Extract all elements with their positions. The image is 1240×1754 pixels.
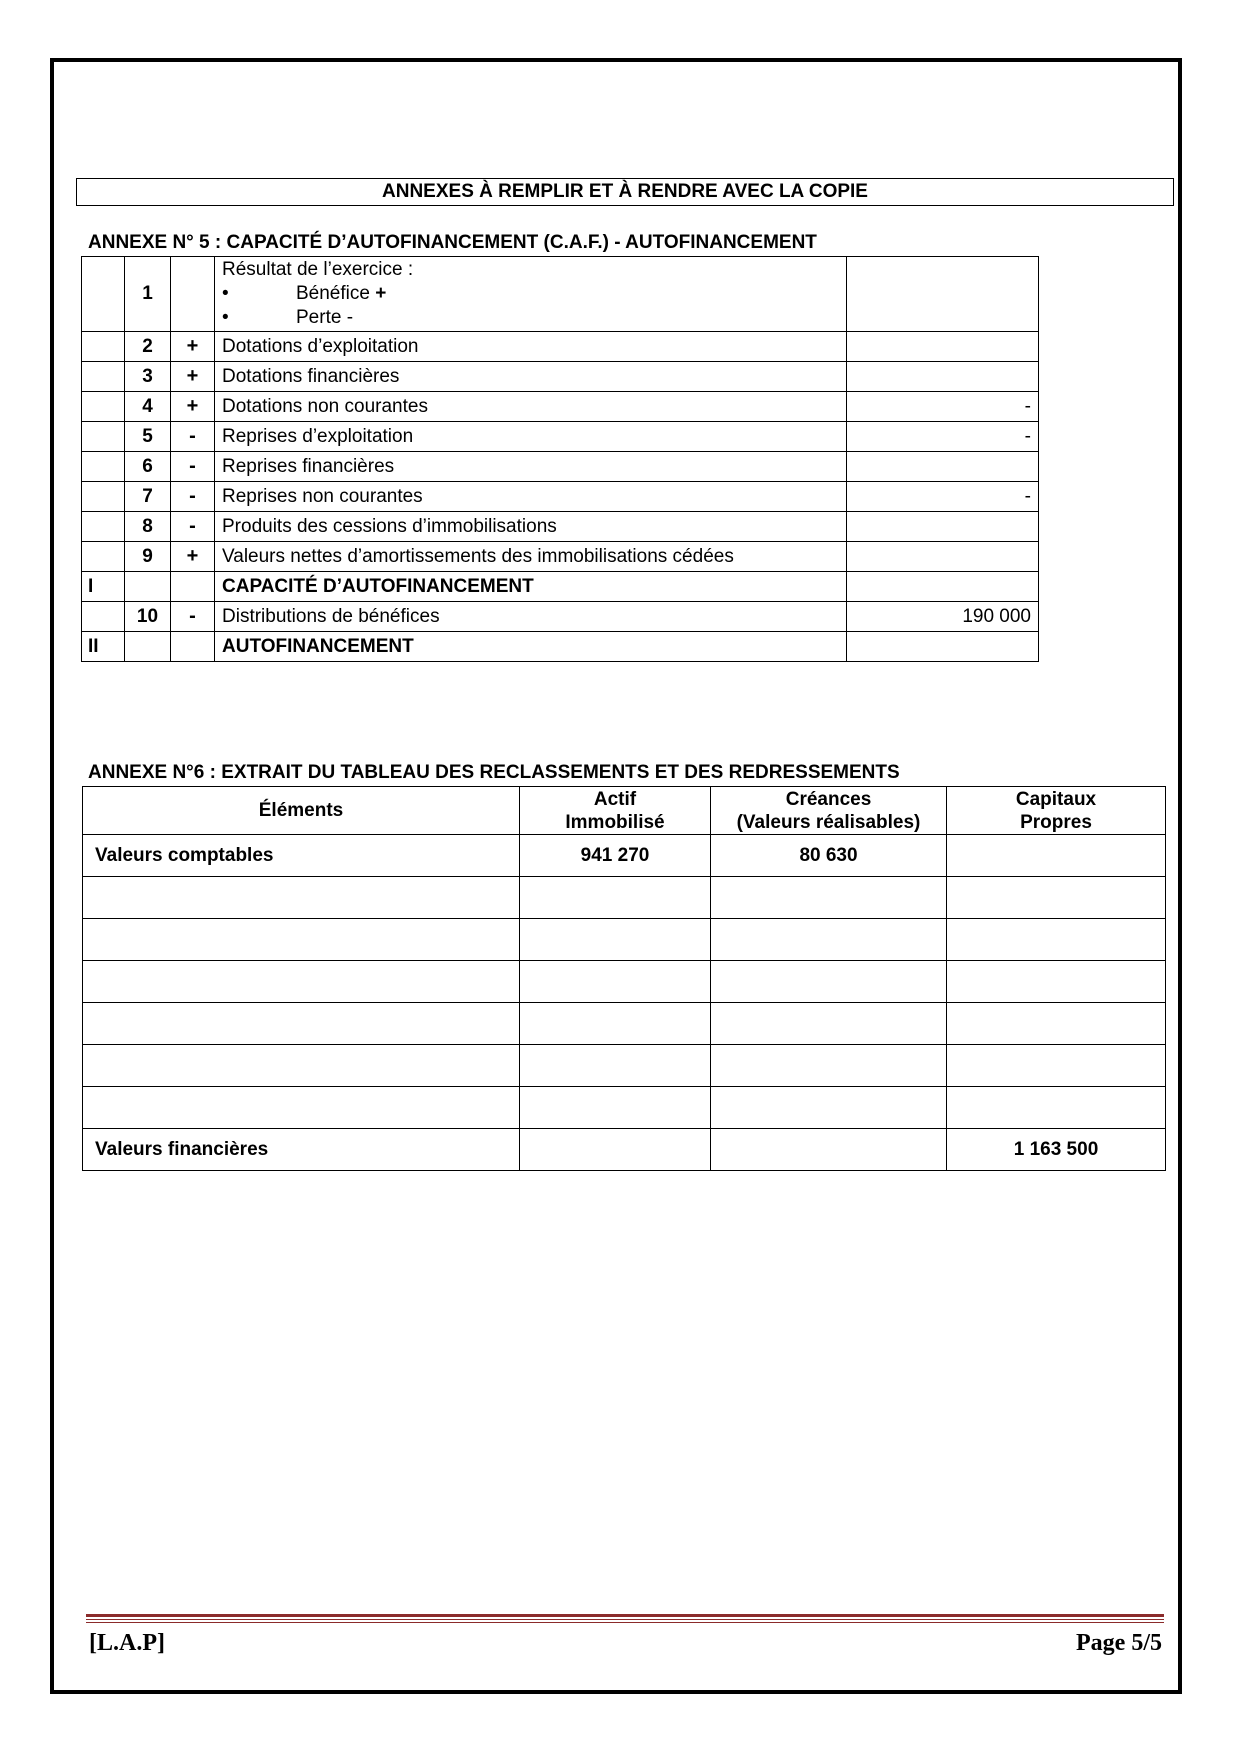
sign-cell: +: [171, 392, 215, 422]
empty-cell[interactable]: [83, 1087, 520, 1129]
benefice-line: [222, 282, 846, 306]
annexes-banner: ANNEXES À REMPLIR ET À RENDRE AVEC LA COPIE: [76, 178, 1174, 206]
row-label: Dotations financières: [215, 362, 847, 392]
table-row: [83, 1129, 1166, 1171]
empty-cell[interactable]: [711, 1003, 947, 1045]
value-cell[interactable]: [847, 512, 1039, 542]
table-row: [82, 392, 1039, 422]
row-number: 4: [125, 392, 171, 422]
value-cell[interactable]: -: [847, 392, 1039, 422]
table-row: [83, 961, 1166, 1003]
empty-cell[interactable]: [711, 1045, 947, 1087]
sign-cell: -: [171, 482, 215, 512]
value-cell[interactable]: 190 000: [847, 602, 1039, 632]
empty-cell[interactable]: [83, 919, 520, 961]
roman-cell: [82, 392, 125, 422]
empty-cell[interactable]: [947, 877, 1166, 919]
row-label: Reprises non courantes: [215, 482, 847, 512]
bullet-icon: •: [222, 283, 229, 304]
footer-left: [L.A.P]: [89, 1630, 165, 1656]
sign-cell: +: [171, 332, 215, 362]
row-label: Produits des cessions d’immobilisations: [215, 512, 847, 542]
sign-cell: +: [171, 362, 215, 392]
table-row: [82, 572, 1039, 602]
table-row: [82, 632, 1039, 662]
row-label: Valeurs nettes d’amortissements des immobilisations cédées: [215, 542, 847, 572]
perte-line: [222, 306, 846, 330]
empty-cell[interactable]: [520, 1003, 711, 1045]
roman-cell: [82, 602, 125, 632]
empty-cell[interactable]: [711, 1087, 947, 1129]
row-label: [215, 257, 847, 332]
empty-cell[interactable]: [711, 877, 947, 919]
empty-cell[interactable]: [947, 1045, 1166, 1087]
value-cell[interactable]: -: [847, 422, 1039, 452]
roman-cell: [82, 257, 125, 332]
empty-cell[interactable]: [711, 919, 947, 961]
header-actif: Actif Immobilisé: [520, 787, 711, 835]
caf-table: [81, 256, 1039, 662]
bullet-icon: •: [222, 307, 229, 328]
table-row: [83, 835, 1166, 877]
roman-cell: [82, 482, 125, 512]
roman-cell: [82, 422, 125, 452]
empty-cell[interactable]: [520, 877, 711, 919]
row-label: Dotations non courantes: [215, 392, 847, 422]
empty-cell[interactable]: [83, 961, 520, 1003]
result-label: Résultat de l’exercice :: [222, 259, 414, 280]
roman-cell: [82, 362, 125, 392]
row-number: 2: [125, 332, 171, 362]
sign-cell: -: [171, 512, 215, 542]
row-label: Dotations d’exploitation: [215, 332, 847, 362]
table-row: [83, 1045, 1166, 1087]
row-number: 6: [125, 452, 171, 482]
row-number: [125, 572, 171, 602]
sign-cell: +: [171, 542, 215, 572]
actif-value[interactable]: [520, 1129, 711, 1171]
valeurs-comptables-label: Valeurs comptables: [83, 835, 520, 877]
actif-value: 941 270: [520, 835, 711, 877]
row-label: Distributions de bénéfices: [215, 602, 847, 632]
row-number: [125, 632, 171, 662]
header-capitaux: Capitaux Propres: [947, 787, 1166, 835]
annexe-6-title: ANNEXE N°6 : EXTRAIT DU TABLEAU DES RECLASSEMENTS ET DES REDRESSEMENTS: [88, 762, 900, 783]
empty-cell[interactable]: [520, 919, 711, 961]
footer-rule: [86, 1614, 1164, 1623]
creances-value: 80 630: [711, 835, 947, 877]
capitaux-value[interactable]: [947, 835, 1166, 877]
roman-cell: [82, 332, 125, 362]
empty-cell[interactable]: [520, 1045, 711, 1087]
row-number: 3: [125, 362, 171, 392]
value-cell[interactable]: [847, 332, 1039, 362]
empty-cell[interactable]: [520, 961, 711, 1003]
value-cell[interactable]: -: [847, 482, 1039, 512]
table-row: [83, 877, 1166, 919]
table-row: [82, 512, 1039, 542]
empty-cell[interactable]: [520, 1087, 711, 1129]
empty-cell[interactable]: [83, 1003, 520, 1045]
value-cell[interactable]: [847, 632, 1039, 662]
sign-cell: -: [171, 452, 215, 482]
annexe-5-title: ANNEXE N° 5 : CAPACITÉ D’AUTOFINANCEMENT (C.A.F.) - AUTOFINANCEMENT: [88, 232, 817, 253]
row-number: 7: [125, 482, 171, 512]
reclassement-table: [82, 786, 1166, 1171]
sign-cell: [171, 632, 215, 662]
table-row: [82, 482, 1039, 512]
sign-cell: [171, 572, 215, 602]
value-cell[interactable]: [847, 572, 1039, 602]
table-row: [83, 1003, 1166, 1045]
row-number: 10: [125, 602, 171, 632]
row-number: 8: [125, 512, 171, 542]
roman-cell: I: [82, 572, 125, 602]
row-number: 1: [125, 257, 171, 332]
empty-cell[interactable]: [947, 961, 1166, 1003]
value-cell[interactable]: [847, 452, 1039, 482]
sign-cell: -: [171, 422, 215, 452]
header-creances: Créances (Valeurs réalisables): [711, 787, 947, 835]
benefice-sign: +: [375, 283, 387, 304]
sign-cell: -: [171, 602, 215, 632]
table-row: [83, 919, 1166, 961]
empty-cell[interactable]: [947, 1087, 1166, 1129]
empty-cell[interactable]: [711, 961, 947, 1003]
row-number: 5: [125, 422, 171, 452]
roman-cell: [82, 452, 125, 482]
row-label: Reprises d’exploitation: [215, 422, 847, 452]
value-cell[interactable]: [847, 542, 1039, 572]
page-number: Page 5/5: [1076, 1630, 1162, 1656]
creances-value[interactable]: [711, 1129, 947, 1171]
roman-cell: [82, 542, 125, 572]
empty-cell[interactable]: [947, 919, 1166, 961]
row-label: AUTOFINANCEMENT: [215, 632, 847, 662]
table-row: [82, 452, 1039, 482]
empty-cell[interactable]: [83, 1045, 520, 1087]
perte-label: Perte -: [296, 307, 354, 328]
empty-cell[interactable]: [947, 1003, 1166, 1045]
table-row: [83, 1087, 1166, 1129]
valeurs-financieres-label: Valeurs financières: [83, 1129, 520, 1171]
capitaux-value[interactable]: 1 163 500: [947, 1129, 1166, 1171]
table-row: [82, 602, 1039, 632]
table-row: [82, 542, 1039, 572]
header-elements: Éléments: [83, 787, 520, 835]
header-row: [83, 787, 1166, 835]
benefice-label: Bénéfice: [296, 283, 370, 304]
row-number: 9: [125, 542, 171, 572]
value-cell[interactable]: [847, 257, 1039, 332]
table-row: [82, 332, 1039, 362]
roman-cell: II: [82, 632, 125, 662]
row-label: CAPACITÉ D’AUTOFINANCEMENT: [215, 572, 847, 602]
empty-cell[interactable]: [83, 877, 520, 919]
sign-cell: [171, 257, 215, 332]
roman-cell: [82, 512, 125, 542]
table-row: [82, 257, 1039, 332]
table-row: [82, 362, 1039, 392]
value-cell[interactable]: [847, 362, 1039, 392]
table-row: [82, 422, 1039, 452]
row-label: Reprises financières: [215, 452, 847, 482]
